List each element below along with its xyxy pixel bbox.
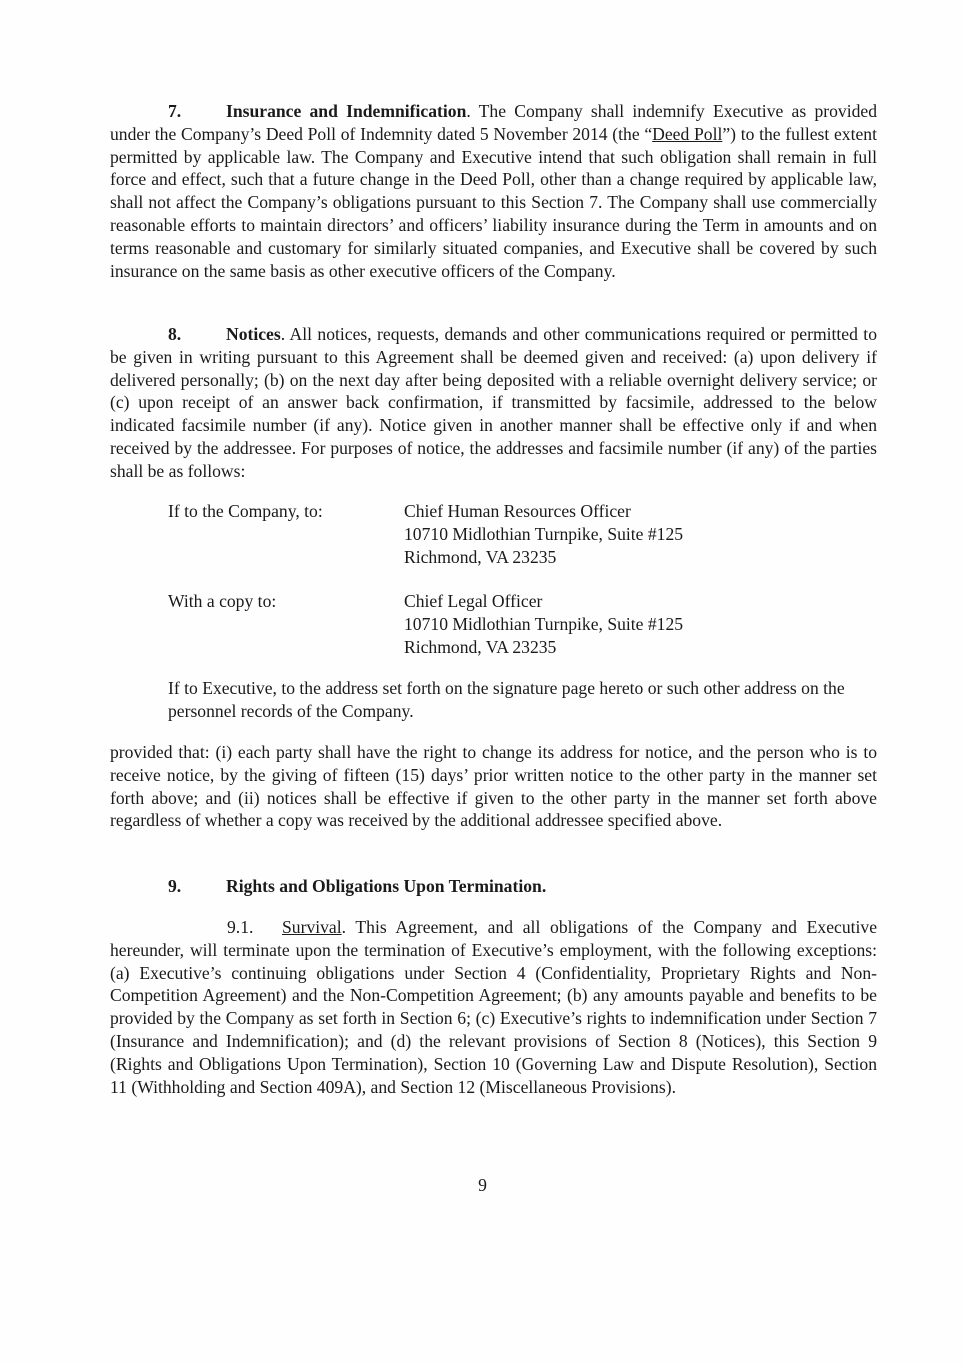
copy-address-label: With a copy to:: [168, 591, 277, 611]
copy-address-line: 10710 Midlothian Turnpike, Suite #125: [404, 613, 684, 634]
section-8-heading: Notices: [226, 324, 281, 344]
section-8-paragraph: [110, 323, 877, 483]
section-9-heading-period: .: [541, 876, 547, 896]
section-8-number: 8.: [168, 324, 182, 344]
company-address-line: Richmond, VA 23235: [404, 546, 557, 567]
section-9-1-heading: Survival: [282, 917, 342, 937]
company-address-line: Chief Human Resources Officer: [404, 501, 631, 521]
section-9-1-paragraph: [110, 916, 877, 1098]
section-7-heading: Insurance and Indemnification: [226, 101, 467, 121]
page-number: 9: [478, 1175, 487, 1195]
section-7-text-a: . The Company shall indemnify Executive as provided under the Company’s Deed Poll of Indemnity dated 5 November 2014 (the “: [110, 101, 877, 144]
deed-poll-term: Deed Poll: [652, 123, 723, 144]
section-9-1-text: . This Agreement, and all obligations of the Company and Executive hereunder, will terminate upon the termination of Executive’s employment, with the following exceptions: (a) Executive’s continuing obligations under Section 4 (Confidentiality, Proprietary Rights and Non-Competition Agreement) and the Non-Competition Agreement; (b) any amounts payable and benefits to be provided by the Company as set forth in Section 6; (c) Executive’s rights to indemnification under Section 7 (Insurance and Indemnification); and (d) the relevant provisions of Section 8 (Notices), this Section 9 (Rights and Obligations Upon Termination), Section 10 (Governing Law and Dispute Resolution), Section 11 (Withholding and Section 409A), and Section 12 (Miscellaneous Provisions).: [110, 917, 877, 1097]
section-9-heading: Rights and Obligations Upon Termination: [226, 876, 542, 896]
company-address-label: If to the Company, to:: [168, 501, 323, 521]
section-9-number: 9.: [168, 876, 182, 896]
executive-address-note: If to Executive, to the address set forth on the signature page hereto or such other address on the personnel records of the Company.: [168, 678, 845, 721]
section-7-text-b: ”) to the fullest extent permitted by applicable law. The Company and Executive intend that such obligation shall remain in full force and effect, such that a future change in the Deed Poll, other than a change required by applicable law, shall not affect the Company’s obligations pursuant to this Section 7. The Company shall use commercially reasonable efforts to maintain directors’ and officers’ liability insurance during the Term in amounts and on terms reasonable and customary for similarly situated companies, and Executive shall be covered by such insurance on the same basis as other executive officers of the Company.: [110, 123, 877, 281]
section-9-heading-line: [168, 875, 546, 898]
section-8-text: . All notices, requests, demands and other communications required or permitted to be given in writing pursuant to this Agreement shall be deemed given and received: (a) upon delivery if delivered personally; (b) on the next day after being deposited with a reliable overnight delivery service; or (c) upon receipt of an answer back confirmation, if transmitted by facsimile, addressed to the below indicated facsimile number (if any). Notice given in another manner shall be effective only if and when received by the addressee. For purposes of notice, the addresses and facsimile number (if any) of the parties shall be as follows:: [110, 324, 877, 481]
section-7-paragraph: [110, 100, 877, 282]
copy-address-line: Chief Legal Officer: [404, 591, 543, 611]
provided-that-paragraph: provided that: (i) each party shall have the right to change its address for notice, and the person who is to receive notice, by the giving of fifteen (15) days’ prior written notice to the other party in the manner set forth above; and (ii) notices shall be effective if given to the other party in the manner set forth above regardless of whether a copy was received by the additional addressee specified above.: [110, 742, 877, 831]
copy-address-block: [404, 590, 683, 658]
company-address-line: 10710 Midlothian Turnpike, Suite #125: [404, 523, 684, 544]
section-7-number: 7.: [168, 101, 182, 121]
section-9-1-number: 9.1.: [227, 917, 254, 937]
company-address-block: [404, 500, 683, 568]
copy-address-line: Richmond, VA 23235: [404, 636, 557, 657]
